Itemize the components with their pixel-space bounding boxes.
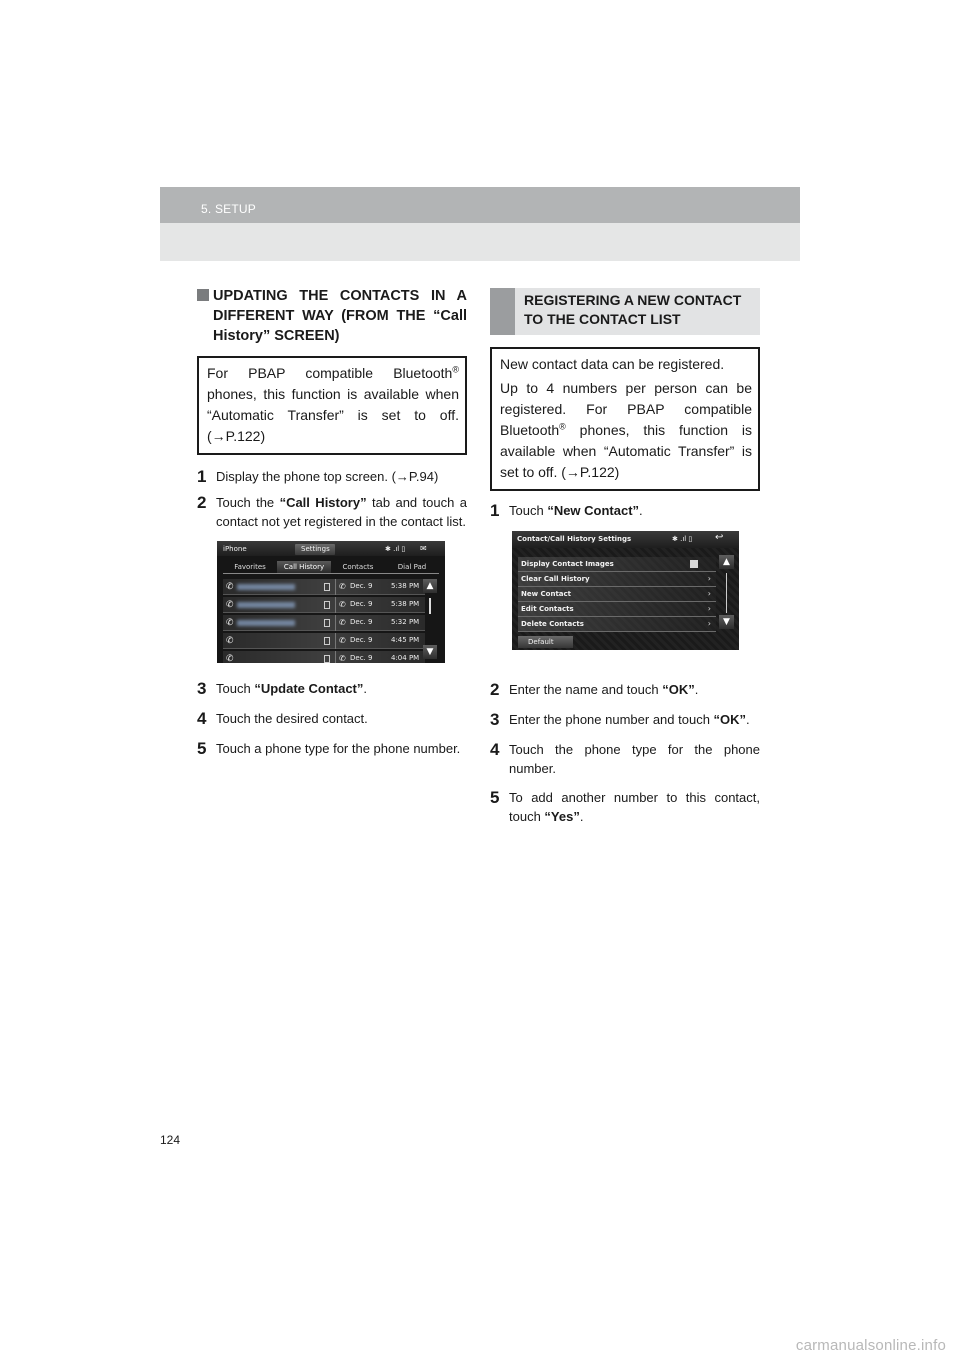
scroll-up-icon[interactable]: ▲ <box>719 555 734 569</box>
tab-dial-pad[interactable]: Dial Pad <box>397 563 427 571</box>
scroll-track[interactable] <box>726 573 727 613</box>
chevron-right-icon: › <box>707 619 711 628</box>
heading-bar <box>490 288 515 335</box>
chevron-right-icon: › <box>707 604 711 613</box>
header-band <box>160 187 800 223</box>
phone-type-icon <box>324 601 330 609</box>
table-row[interactable]: ✆ ✆ Dec. 9 4:04 PM <box>223 651 425 663</box>
left-column <box>197 286 467 759</box>
phone-icon: ✆ <box>339 600 346 609</box>
incoming-call-icon: ✆ <box>226 618 234 628</box>
outgoing-call-icon: ✆ <box>226 654 234 663</box>
right-column <box>490 288 760 826</box>
screen-title: Contact/Call History Settings <box>517 535 632 543</box>
chevron-right-icon: › <box>707 589 711 598</box>
phone-type-icon <box>324 655 330 663</box>
left-step-3: 3 Touch “Update Contact”. <box>197 679 367 698</box>
phone-icon: ✆ <box>339 618 346 627</box>
left-note-box: For PBAP compatible Bluetooth® phones, this function is available when “Automatic Transfer” is set to off. (→P.122) <box>197 356 467 455</box>
settings-label: Settings <box>301 545 330 553</box>
missed-call-icon: ✆ <box>226 600 234 610</box>
bluetooth-signal-icon: ✱ .ıl ▯ <box>385 545 406 553</box>
right-step-2: 2 Enter the name and touch “OK”. <box>490 680 699 699</box>
call-history-screenshot <box>217 541 445 663</box>
table-row[interactable]: ✆ ✆ Dec. 9 5:38 PM <box>223 579 425 595</box>
page-number: 124 <box>160 1133 181 1147</box>
list-item[interactable]: Delete Contacts › <box>518 617 716 632</box>
list-item[interactable]: Display Contact Images <box>518 557 716 572</box>
square-bullet-icon <box>197 289 209 301</box>
chevron-right-icon: › <box>707 574 711 583</box>
scroll-down-icon[interactable]: ▼ <box>719 615 734 629</box>
screen-title: iPhone <box>223 545 247 553</box>
blurred-number <box>237 620 295 626</box>
left-step-2: 2 Touch the “Call History” tab and touch a contact not yet registered in the contact list. <box>197 493 467 529</box>
blurred-number <box>237 602 295 608</box>
mobile-type-icon <box>324 637 330 645</box>
scrollbar[interactable] <box>719 555 734 647</box>
settings-list <box>518 557 716 632</box>
blurred-number <box>237 584 295 590</box>
back-icon[interactable]: ↩ <box>715 532 724 543</box>
right-heading: REGISTERING A NEW CONTACT TO THE CONTACT LIST <box>490 288 760 335</box>
bluetooth-signal-icon: ✱ .ıl ▯ <box>672 535 693 543</box>
list-item[interactable]: Edit Contacts › <box>518 602 716 617</box>
left-step-4: 4 Touch the desired contact. <box>197 709 368 728</box>
right-step-4: 4 Touch the phone type for the phone number. <box>490 740 760 776</box>
call-history-list <box>223 579 425 663</box>
watermark: carmanualsonline.info <box>795 1337 946 1354</box>
right-step-1: 1 Touch “New Contact”. <box>490 501 643 520</box>
table-row[interactable]: ✆ ✆ Dec. 9 5:38 PM <box>223 597 425 613</box>
list-item[interactable]: Clear Call History › <box>518 572 716 587</box>
right-note-box: New contact data can be registered. Up to 4 numbers per person can be registered. For PBAP compatible Bluetooth® phones, this function is available when “Automatic Transfer” is set to off. (→P.122) <box>490 347 760 491</box>
list-item[interactable]: New Contact › <box>518 587 716 602</box>
tab-contacts[interactable]: Contacts <box>342 563 374 571</box>
phone-icon: ✆ <box>339 654 346 663</box>
outgoing-call-icon: ✆ <box>226 636 234 646</box>
phone-icon: ✆ <box>339 582 346 591</box>
right-step-3: 3 Enter the phone number and touch “OK”. <box>490 710 750 729</box>
right-step-5: 5 To add another number to this contact, touch “Yes”. <box>490 788 760 824</box>
left-step-1: 1 Display the phone top screen. (→P.94) <box>197 467 439 486</box>
phone-type-icon <box>324 583 330 591</box>
header-subband <box>160 223 800 261</box>
scroll-up-icon[interactable]: ▲ <box>423 579 437 593</box>
tab-bar <box>223 561 439 574</box>
tab-call-history[interactable]: Call History <box>277 561 331 573</box>
scrollbar[interactable] <box>423 579 437 659</box>
incoming-call-icon: ✆ <box>226 582 234 592</box>
default-label: Default <box>528 638 554 646</box>
table-row[interactable]: ✆ ✆ Dec. 9 4:45 PM <box>223 633 425 649</box>
phone-type-icon <box>324 619 330 627</box>
scroll-thumb[interactable] <box>429 598 431 614</box>
section-label: 5. SETUP <box>201 202 256 216</box>
checkbox-icon[interactable] <box>690 560 698 568</box>
left-heading: UPDATING THE CONTACTS IN A DIFFERENT WAY (FROM THE “Call History” SCREEN) <box>197 286 467 346</box>
left-step-5: 5 Touch a phone type for the phone number. <box>197 739 461 758</box>
contact-settings-screenshot <box>512 531 739 650</box>
table-row[interactable]: ✆ ✆ Dec. 9 5:32 PM <box>223 615 425 631</box>
tab-favorites[interactable]: Favorites <box>234 563 266 571</box>
scroll-down-icon[interactable]: ▼ <box>423 645 437 659</box>
phone-icon: ✆ <box>339 636 346 645</box>
mail-icon[interactable]: ✉ <box>420 544 427 553</box>
